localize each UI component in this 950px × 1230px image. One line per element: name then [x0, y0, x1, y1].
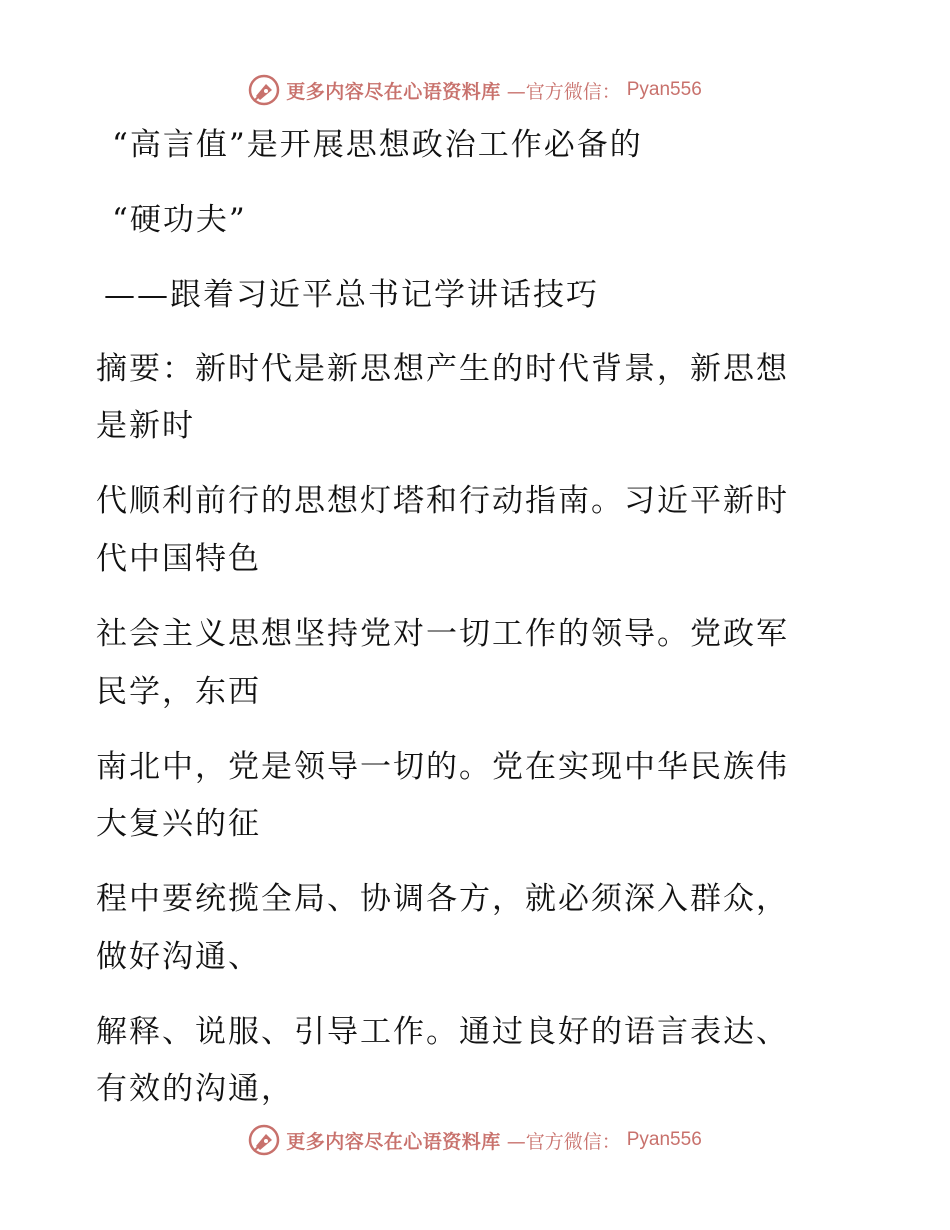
- paragraph-line: 南北中，党是领导一切的。党在实现中华民族伟: [96, 749, 789, 785]
- document-subtitle: ——跟着习近平总书记学讲话技巧: [104, 277, 599, 313]
- pen-nib-logo-icon: [248, 74, 280, 106]
- paragraph-line: 解释、说服、引导工作。通过良好的语言表达、: [96, 1014, 789, 1050]
- document-title-line-1: “高言值”是开展思想政治工作必备的: [112, 127, 643, 163]
- header-banner-text: 更多内容尽在心语资料库: [286, 80, 501, 103]
- footer-banner-text: 更多内容尽在心语资料库: [286, 1130, 501, 1153]
- header-banner: [0, 72, 950, 108]
- paragraph-line: 做好沟通、: [96, 939, 261, 975]
- header-banner-content: [248, 74, 702, 106]
- paragraph-line: 程中要统揽全局、协调各方，就必须深入群众，: [96, 881, 789, 917]
- paragraph-line: 摘要：新时代是新思想产生的时代背景，新思想: [96, 351, 789, 387]
- paragraph-line: 代中国特色: [96, 541, 261, 577]
- paragraph-line: 民学，东西: [96, 674, 261, 710]
- paragraph-line: 是新时: [96, 408, 195, 444]
- document-title-line-2: “硬功夫”: [112, 202, 247, 238]
- paragraph-line: 大复兴的征: [96, 806, 261, 842]
- header-banner-separator: —官方微信：: [506, 80, 621, 103]
- paragraph-line: 社会主义思想坚持党对一切工作的领导。党政军: [96, 616, 789, 652]
- footer-banner-content: [248, 1124, 702, 1156]
- footer-banner: [0, 1122, 950, 1158]
- paragraph-line: 有效的沟通，: [96, 1071, 294, 1107]
- footer-banner-handle: Pyan556: [626, 1129, 702, 1150]
- pen-nib-logo-icon: [248, 1124, 280, 1156]
- paragraph-line: 代顺利前行的思想灯塔和行动指南。习近平新时: [96, 483, 789, 519]
- footer-banner-separator: —官方微信：: [506, 1130, 621, 1153]
- header-banner-handle: Pyan556: [626, 79, 702, 100]
